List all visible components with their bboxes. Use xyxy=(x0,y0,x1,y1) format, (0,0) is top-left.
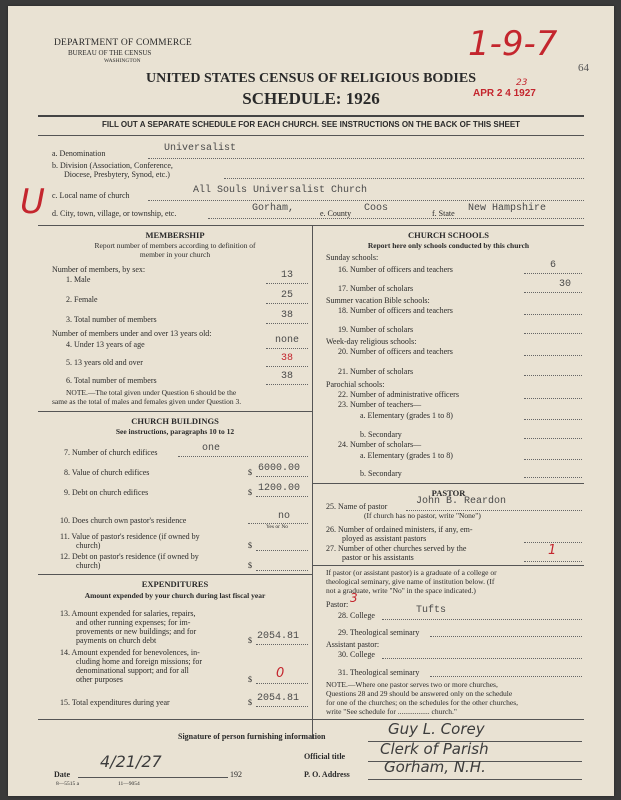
weekday-schools-label: Week-day religious schools: xyxy=(326,337,417,346)
q14-label-3: denominational support; and for all xyxy=(76,666,189,675)
q5-value: 38 xyxy=(280,353,293,364)
q7-label: 7. Number of church edifices xyxy=(64,448,158,457)
date-label: Date xyxy=(54,770,70,779)
form-title: UNITED STATES CENSUS OF RELIGIOUS BODIES xyxy=(145,71,476,86)
left-margin-mark: U xyxy=(20,182,45,222)
po-address-label: P. O. Address xyxy=(304,770,350,779)
official-title-value: Clerk of Parish xyxy=(380,740,489,758)
parochial-schools-label: Parochial schools: xyxy=(326,380,385,389)
q30-label: 30. College xyxy=(338,650,375,659)
graduate-instruction: If pastor (or assistant pastor) is a graduate of a college or xyxy=(326,568,497,577)
q31-label: 31. Theological seminary xyxy=(338,668,420,677)
q20-label: 20. Number of officers and teachers xyxy=(338,347,453,356)
official-title-label: Official title xyxy=(304,752,346,761)
stamp-overwrite: 23 xyxy=(516,78,528,88)
q8-dollar: $ xyxy=(248,468,252,477)
bureau-label: BUREAU OF THE CENSUS xyxy=(68,49,152,57)
q23-label: 23. Number of teachers— xyxy=(338,400,422,409)
pastor-note: NOTE.—Where one pastor serves two or more churches, xyxy=(326,680,498,689)
q12-dollar: $ xyxy=(248,561,252,570)
denomination-value: Universalist xyxy=(164,143,237,154)
membership-note-2: same as the total of males and females given under Question 3. xyxy=(52,397,242,406)
q12-label-2: church) xyxy=(76,561,101,570)
q28-label: 28. College xyxy=(338,611,375,620)
q14-label: 14. Amount expended for benevolences, in- xyxy=(60,648,200,657)
pastor-title: PASTOR xyxy=(431,488,466,498)
q27-value: 1 xyxy=(548,543,557,558)
division-label-2: Diocese, Presbytery, Synod, etc.) xyxy=(64,170,170,179)
state-label: f. State xyxy=(432,209,455,218)
q3-value: 38 xyxy=(280,310,293,321)
date-value: 4/21/27 xyxy=(100,752,162,771)
signature-label: Signature of person furnishing information xyxy=(178,732,326,741)
pastor-note-3: for one of the churches; on the schedules for the other churches, xyxy=(326,698,519,707)
q25-label: 25. Name of pastor xyxy=(326,502,388,511)
state-value: New Hampshire xyxy=(468,203,547,214)
summer-schools-label: Summer vacation Bible schools: xyxy=(326,296,430,305)
q15-dollar: $ xyxy=(248,698,252,707)
q27-label: 27. Number of other churches served by the xyxy=(326,544,467,553)
expenditures-title: EXPENDITURES xyxy=(141,579,209,589)
q22-label: 22. Number of administrative officers xyxy=(338,390,459,399)
age-intro-label: Number of members under and over 13 years old: xyxy=(52,329,212,338)
q13-value: 2054.81 xyxy=(257,631,300,642)
membership-title: MEMBERSHIP xyxy=(145,230,205,240)
division-label: b. Division (Association, Conference, xyxy=(52,161,173,170)
q13-dollar: $ xyxy=(248,636,252,645)
q9-dollar: $ xyxy=(248,488,252,497)
corner-number: 64 xyxy=(578,62,589,74)
church-name-label: c. Local name of church xyxy=(52,191,130,200)
q24-secondary-label: b. Secondary xyxy=(360,469,402,478)
q13-label-2: and other running expenses; for im- xyxy=(76,618,191,627)
pastor-note-2: Questions 28 and 29 should be answered only on the schedule xyxy=(326,689,513,698)
q6-value: 38 xyxy=(280,371,293,382)
q28-value: Tufts xyxy=(416,605,447,616)
q21-label: 21. Number of scholars xyxy=(338,367,414,376)
department-label: DEPARTMENT OF COMMERCE xyxy=(54,38,192,48)
q15-label: 15. Total expenditures during year xyxy=(60,698,170,707)
q12-label: 12. Debt on pastor's residence (if owned by xyxy=(60,552,199,561)
city-label: WASHINGTON xyxy=(104,58,141,64)
q27-label-2: pastor or his assistants xyxy=(342,553,414,562)
membership-intro: Report number of members according to definition of xyxy=(94,241,256,250)
q1-value: 13 xyxy=(280,270,293,281)
assistant-pastor-label: Assistant pastor: xyxy=(326,640,380,649)
q8-label: 8. Value of church edifices xyxy=(64,468,150,477)
pastor-label: Pastor: xyxy=(326,600,349,609)
signature-value: Guy L. Corey xyxy=(388,720,485,738)
po-address-value: Gorham, N.H. xyxy=(384,758,486,776)
q14-label-2: cluding home and foreign missions; for xyxy=(76,657,202,666)
q10-value: no xyxy=(277,511,290,522)
buildings-title: CHURCH BUILDINGS xyxy=(131,416,219,426)
q16-value: 6 xyxy=(549,260,556,271)
buildings-intro: See instructions, paragraphs 10 to 12 xyxy=(115,427,235,436)
instruction-line: FILL OUT A SEPARATE SCHEDULE FOR EACH CHURCH. SEE INSTRUCTIONS ON THE BACK OF THIS SHEET xyxy=(101,120,521,129)
city-town-label: d. City, town, village, or township, etc. xyxy=(52,209,177,218)
q25-note: (If church has no pastor, write "None") xyxy=(364,511,481,520)
membership-note: NOTE.—The total given under Question 6 should be the xyxy=(66,388,237,397)
received-date-stamp: APR 2 4 1927 xyxy=(473,88,536,99)
q17-label: 17. Number of scholars xyxy=(338,284,414,293)
q9-label: 9. Debt on church edifices xyxy=(64,488,149,497)
q15-value: 2054.81 xyxy=(257,693,300,704)
q6-label: 6. Total number of members xyxy=(66,376,157,385)
q26-label-2: ployed as assistant pastors xyxy=(342,534,427,543)
expenditures-intro: Amount expended by your church during last fiscal year xyxy=(84,591,266,600)
q14-label-4: other purposes xyxy=(76,675,123,684)
schools-title: CHURCH SCHOOLS xyxy=(408,230,489,240)
q13-label: 13. Amount expended for salaries, repairs, xyxy=(60,609,196,618)
form-number-2: 11—9054 xyxy=(118,781,140,787)
q13-label-4: payments on church debt xyxy=(76,636,157,645)
q17-value: 30 xyxy=(558,279,571,290)
q10-label: 10. Does church own pastor's residence xyxy=(60,516,187,525)
pastor-red-mark: 3 xyxy=(350,591,358,605)
q2-value: 25 xyxy=(280,290,293,301)
q25-value: John B. Reardon xyxy=(416,496,507,507)
city-town-value: Gorham, xyxy=(252,203,295,214)
denomination-label: a. Denomination xyxy=(52,149,106,158)
form-number: 8—5515 a xyxy=(56,781,80,787)
q14-value: 0 xyxy=(276,666,285,681)
sunday-schools-label: Sunday schools: xyxy=(326,253,379,262)
q18-label: 18. Number of officers and teachers xyxy=(338,306,453,315)
q14-dollar: $ xyxy=(248,675,252,684)
q26-label: 26. Number of ordained ministers, if any, em- xyxy=(326,525,473,534)
q11-dollar: $ xyxy=(248,541,252,550)
pastor-note-4: write "See schedule for ................. church." xyxy=(326,707,457,716)
q9-value: 1200.00 xyxy=(258,483,301,494)
graduate-instruction-3: not a graduate, write "No" in the space indicated.) xyxy=(326,586,476,595)
q2-label: 2. Female xyxy=(66,295,98,304)
q1-label: 1. Male xyxy=(66,275,91,284)
q8-value: 6000.00 xyxy=(258,463,301,474)
membership-intro-2: member in your church xyxy=(139,250,211,259)
q7-value: one xyxy=(201,443,220,454)
q4-label: 4. Under 13 years of age xyxy=(66,340,145,349)
q11-label: 11. Value of pastor's residence (if owned by xyxy=(60,532,200,541)
q4-value: none xyxy=(274,335,299,346)
county-label: e. County xyxy=(320,209,352,218)
q23-elementary-label: a. Elementary (grades 1 to 8) xyxy=(360,411,453,420)
date-year: 192 xyxy=(230,770,242,779)
q5-label: 5. 13 years old and over xyxy=(66,358,143,367)
q16-label: 16. Number of officers and teachers xyxy=(338,265,453,274)
q29-label: 29. Theological seminary xyxy=(338,628,420,637)
q11-label-2: church) xyxy=(76,541,101,550)
q24-elementary-label: a. Elementary (grades 1 to 8) xyxy=(360,451,453,460)
schedule-title: SCHEDULE: 1926 xyxy=(242,89,380,108)
q13-label-3: provements or new buildings; and for xyxy=(76,627,197,636)
q23-secondary-label: b. Secondary xyxy=(360,430,402,439)
yes-no-hint: Yes or No xyxy=(266,524,289,530)
graduate-instruction-2: theological seminary, give name of institution below. (If xyxy=(326,577,495,586)
schools-intro: Report here only schools conducted by this church xyxy=(367,241,530,250)
county-value: Coos xyxy=(364,203,389,214)
church-name-value: All Souls Universalist Church xyxy=(193,185,368,196)
census-schedule-sheet xyxy=(8,6,614,796)
q19-label: 19. Number of scholars xyxy=(338,325,414,334)
q3-label: 3. Total number of members xyxy=(66,315,157,324)
handwritten-file-number: 1-9-7 xyxy=(468,24,558,64)
by-sex-label: Number of members, by sex: xyxy=(52,265,146,274)
q24-label: 24. Number of scholars— xyxy=(338,440,422,449)
